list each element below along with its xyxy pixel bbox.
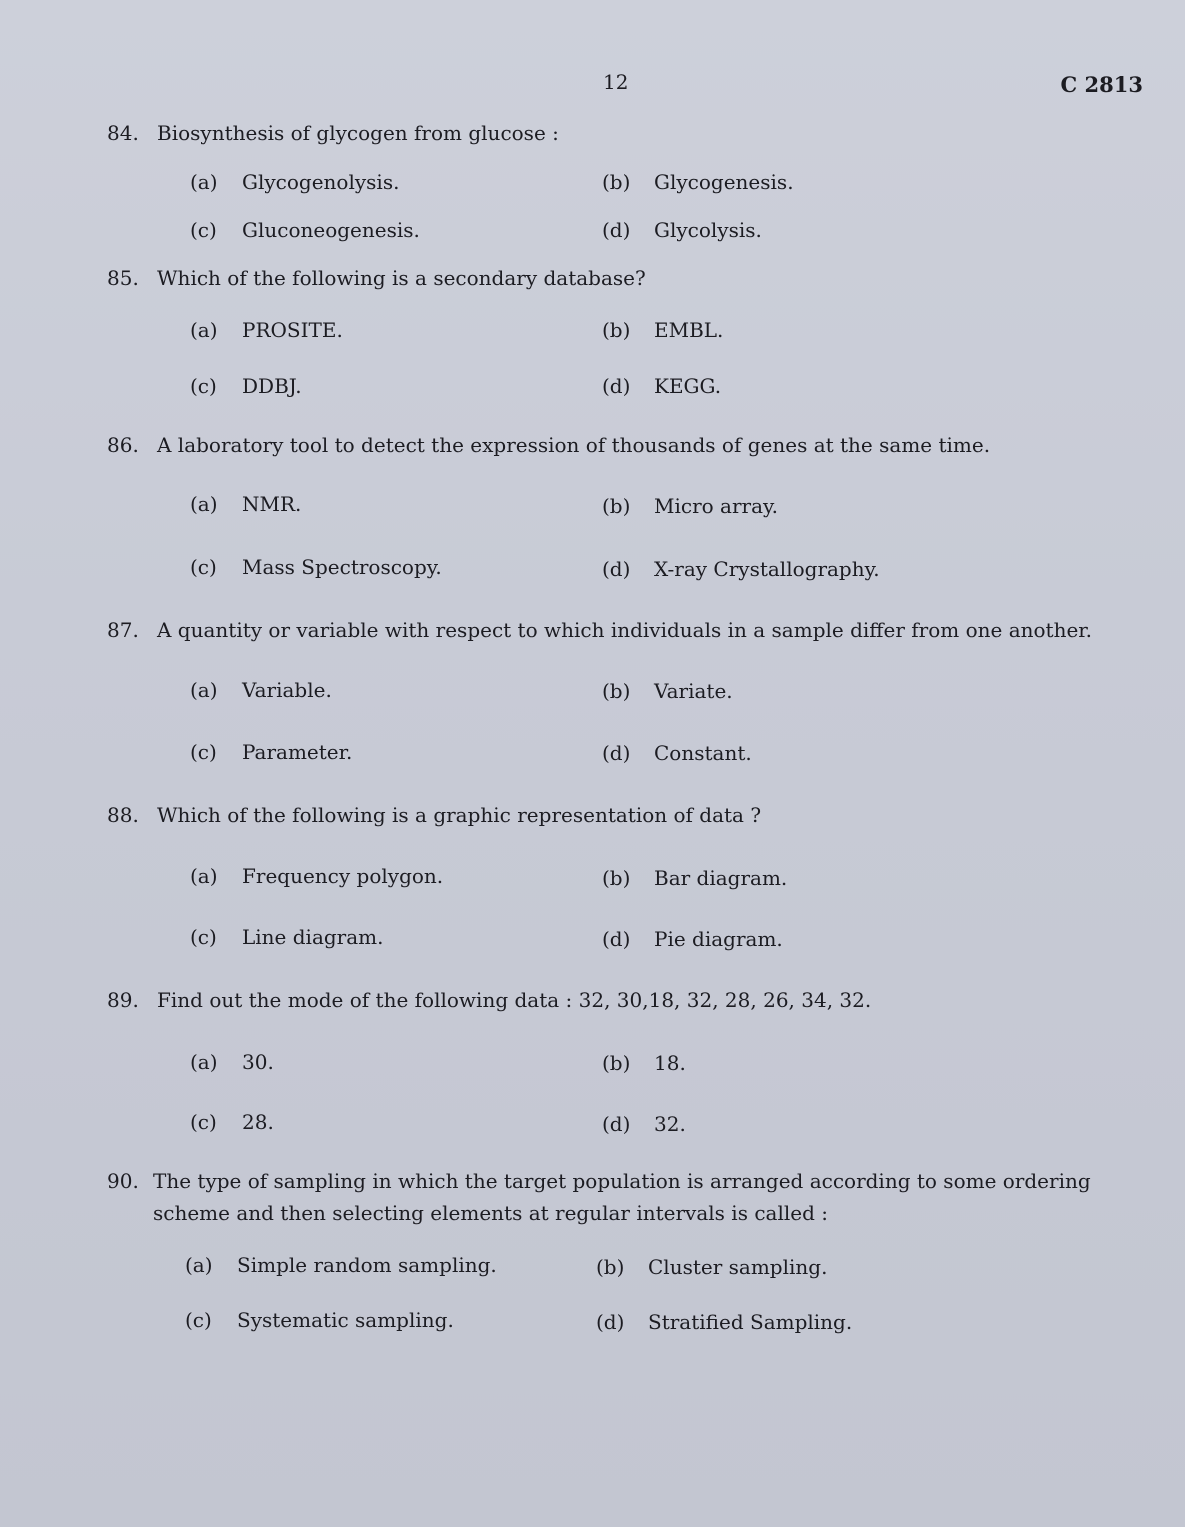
option-label: (a) (190, 864, 218, 888)
option-d (596, 1310, 852, 1334)
option-text: 32. (654, 1112, 686, 1136)
option-text: Simple random sampling. (237, 1253, 497, 1277)
option-b (602, 318, 723, 342)
option-d (602, 1112, 686, 1136)
question-text: The type of sampling in which the target population is arranged according to some ordering scheme and then selecting elements at regular intervals is called : (153, 1169, 1091, 1225)
option-text: KEGG. (654, 374, 722, 398)
question-text: A quantity or variable with respect to which individuals in a sample differ from one another. (157, 618, 1093, 642)
option-a (190, 170, 399, 194)
question-88 (107, 800, 1147, 830)
option-b (602, 1051, 686, 1075)
option-c (190, 1110, 274, 1134)
option-text: PROSITE. (242, 318, 343, 342)
option-a (185, 1253, 497, 1277)
option-c (190, 218, 420, 242)
option-label: (d) (602, 374, 631, 398)
option-a (190, 318, 343, 342)
option-d (602, 741, 752, 765)
option-label: (d) (602, 218, 631, 242)
option-text: Gluconeogenesis. (242, 218, 420, 242)
option-label: (c) (190, 374, 217, 398)
option-label: (a) (190, 492, 218, 516)
option-text: 18. (654, 1051, 686, 1075)
question-90 (107, 1165, 1147, 1229)
page-number: 12 (603, 70, 629, 94)
option-text: EMBL. (654, 318, 724, 342)
question-text: Which of the following is a secondary database? (157, 266, 646, 290)
option-label: (b) (602, 1051, 631, 1075)
question-number: 86. (107, 433, 139, 457)
option-label: (b) (596, 1255, 625, 1279)
option-text: Systematic sampling. (237, 1308, 454, 1332)
option-b (602, 866, 787, 890)
option-c (190, 555, 442, 579)
question-89 (107, 985, 1147, 1015)
option-label: (a) (190, 678, 218, 702)
option-label: (b) (602, 170, 631, 194)
option-label: (d) (602, 927, 631, 951)
option-label: (b) (602, 679, 631, 703)
option-text: Glycolysis. (654, 218, 762, 242)
option-text: Frequency polygon. (242, 864, 444, 888)
option-label: (b) (602, 494, 631, 518)
option-text: Glycogenesis. (654, 170, 794, 194)
question-text: Which of the following is a graphic representation of data ? (157, 803, 762, 827)
question-number: 89. (107, 988, 139, 1012)
option-a (190, 864, 443, 888)
option-label: (b) (602, 866, 631, 890)
option-d (602, 374, 721, 398)
option-label: (d) (602, 557, 631, 581)
question-number: 88. (107, 803, 139, 827)
option-label: (c) (190, 925, 217, 949)
option-label: (c) (190, 218, 217, 242)
option-c (185, 1308, 454, 1332)
option-b (602, 494, 778, 518)
option-text: Bar diagram. (654, 866, 788, 890)
option-text: Glycogenolysis. (242, 170, 400, 194)
option-text: Mass Spectroscopy. (242, 555, 442, 579)
option-label: (a) (190, 170, 218, 194)
option-text: Line diagram. (242, 925, 384, 949)
option-label: (d) (602, 1112, 631, 1136)
question-84 (107, 118, 1147, 148)
option-label: (a) (190, 318, 218, 342)
option-text: Stratified Sampling. (648, 1310, 853, 1334)
option-b (602, 170, 794, 194)
option-text: Cluster sampling. (648, 1255, 828, 1279)
option-text: Variable. (242, 678, 332, 702)
question-text: Biosynthesis of glycogen from glucose : (157, 121, 559, 145)
option-label: (c) (190, 555, 217, 579)
question-number: 90. (107, 1169, 139, 1193)
option-c (190, 925, 383, 949)
paper-code: C 2813 (1060, 72, 1143, 97)
option-label: (b) (602, 318, 631, 342)
option-label: (d) (596, 1310, 625, 1334)
option-a (190, 1050, 274, 1074)
option-d (602, 218, 762, 242)
option-a (190, 492, 301, 516)
option-a (190, 678, 332, 702)
question-number: 84. (107, 121, 139, 145)
option-text: DDBJ. (242, 374, 302, 398)
question-text: A laboratory tool to detect the expression of thousands of genes at the same time. (157, 433, 991, 457)
option-text: Pie diagram. (654, 927, 783, 951)
option-text: Constant. (654, 741, 752, 765)
option-text: Parameter. (242, 740, 353, 764)
option-text: X-ray Crystallography. (654, 557, 880, 581)
question-86 (107, 430, 1147, 460)
question-85 (107, 263, 1147, 293)
option-text: NMR. (242, 492, 302, 516)
option-text: Variate. (654, 679, 733, 703)
option-b (602, 679, 733, 703)
option-label: (a) (185, 1253, 213, 1277)
option-text: 28. (242, 1110, 274, 1134)
option-text: Micro array. (654, 494, 779, 518)
option-b (596, 1255, 827, 1279)
question-number: 85. (107, 266, 139, 290)
question-87 (107, 615, 1147, 645)
option-d (602, 557, 880, 581)
question-number: 87. (107, 618, 139, 642)
option-d (602, 927, 783, 951)
option-c (190, 374, 302, 398)
option-label: (a) (190, 1050, 218, 1074)
option-label: (c) (190, 740, 217, 764)
option-label: (d) (602, 741, 631, 765)
question-text: Find out the mode of the following data : 32, 30,18, 32, 28, 26, 34, 32. (157, 988, 872, 1012)
option-c (190, 740, 352, 764)
option-text: 30. (242, 1050, 274, 1074)
option-label: (c) (185, 1308, 212, 1332)
option-label: (c) (190, 1110, 217, 1134)
